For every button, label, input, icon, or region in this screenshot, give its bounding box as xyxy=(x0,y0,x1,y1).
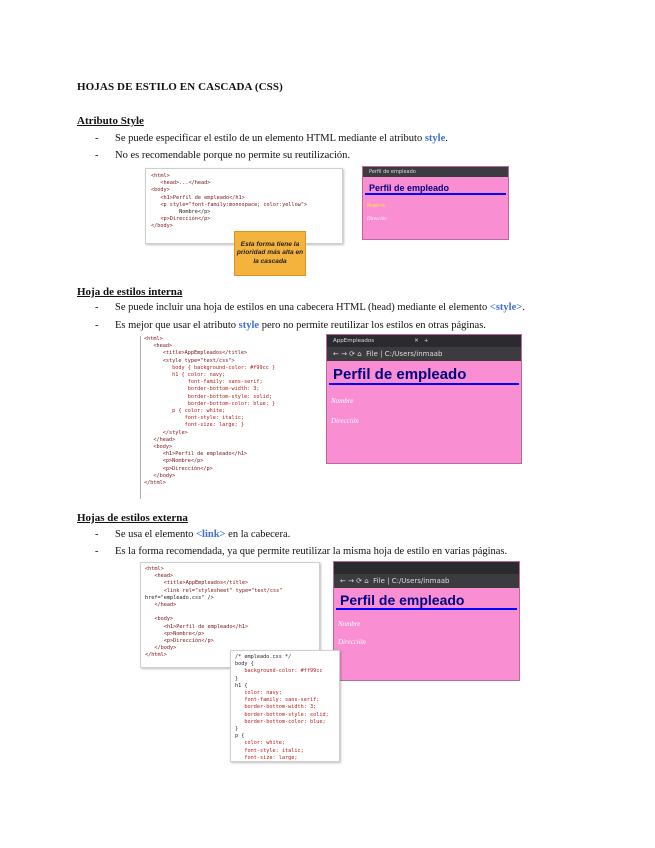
code-line: border-bottom-width: 3; xyxy=(235,704,317,711)
browser-preview xyxy=(326,334,522,464)
code-line: <p>Dirección</p> xyxy=(144,465,213,472)
preview-heading: Perfil de empleado xyxy=(336,592,517,610)
code-line: font-family: sans-serif; xyxy=(144,379,263,386)
code-line: font-style: italic; xyxy=(144,415,244,422)
code-line: h1 { color: navy; xyxy=(144,372,226,379)
code-line: border-bottom-color: blue; xyxy=(235,718,326,725)
browser-tab: AppEmpleados xyxy=(333,338,375,344)
code-line: </body> xyxy=(151,223,173,230)
preview-heading: Perfil de empleado xyxy=(365,183,506,195)
preview-item: Dirección xyxy=(338,638,366,646)
code-line: <head> xyxy=(145,573,174,580)
bullet-item: - Es la forma recomendada, ya que permite reutilizar la misma hoja de estilo en varias páginas. xyxy=(95,546,508,557)
code-line: Nombre</p> xyxy=(151,209,211,216)
code-line: font-family: sans-serif; xyxy=(235,697,320,704)
bullet-item: - Se usa el elemento <link> en la cabecera. xyxy=(95,529,291,540)
code-line: <p style="font-family:monospace; color:yellow"> xyxy=(151,201,308,208)
code-line xyxy=(145,609,315,616)
browser-toolbar xyxy=(334,574,519,588)
code-line: </html> xyxy=(145,652,167,659)
page-title: HOJAS DE ESTILO EN CASCADA (CSS) xyxy=(77,81,283,93)
code-line: h1 { xyxy=(235,682,248,689)
preview-item: Dirección xyxy=(367,217,387,222)
code-line: border-bottom-color: blue; } xyxy=(144,400,276,407)
address-bar: File | C:/Users/inmaab xyxy=(366,350,443,358)
code-line: <head>...</head> xyxy=(151,180,211,187)
nav-icons: ← → ⟳ ⌂ xyxy=(340,577,374,585)
address-bar: File | C:/Users/inmaab xyxy=(373,577,450,585)
code-line: <title>AppEmpleados</title> xyxy=(145,580,249,587)
code-line: } xyxy=(235,675,239,682)
code-line: } xyxy=(235,726,239,733)
new-tab-icon: ✕ + xyxy=(414,338,429,344)
code-line: </body> xyxy=(144,472,176,479)
code-line: </style> xyxy=(144,429,188,436)
code-line: href="empleado.css" /> xyxy=(145,594,214,601)
preview-heading: Perfil de empleado xyxy=(329,366,519,385)
code-line: <h1>Perfil de empleado</h1> xyxy=(144,451,248,458)
preview-item: Nombre xyxy=(331,397,354,405)
nav-icons: ← → ⟳ ⌂ xyxy=(333,350,367,358)
code-line: </html> xyxy=(144,480,166,487)
code-line: body { background-color: #f99cc } xyxy=(144,364,276,371)
preview-item: Nombre xyxy=(367,203,386,209)
browser-toolbar xyxy=(327,347,521,361)
browser-tabbar xyxy=(327,335,521,347)
code-line: <p>Nombre</p> xyxy=(144,458,204,465)
code-line: </head> xyxy=(145,602,177,609)
code-line: </body> xyxy=(145,645,177,652)
code-line: p { color: white; xyxy=(144,408,226,415)
code-line: <p>Nombre</p> xyxy=(145,630,205,637)
code-line: font-size: large; } xyxy=(144,422,244,429)
code-line: background-color: #ff99cc xyxy=(235,668,323,675)
code-line: <body> xyxy=(151,187,170,194)
bullet-item: - No es recomendable porque no permite su reutilización. xyxy=(95,150,350,161)
browser-preview xyxy=(362,166,509,240)
browser-tabbar xyxy=(334,562,519,574)
code-line: body { xyxy=(235,661,254,668)
code-line: border-bottom-width: 3; xyxy=(144,386,260,393)
priority-note: Esta forma tiene la prioridad más alta en la cascada xyxy=(234,231,306,276)
code-line: <html> xyxy=(145,566,164,572)
code-line: <p>Dirección</p> xyxy=(145,638,214,645)
preview-item: Nombre xyxy=(338,620,361,628)
code-line: <title>AppEmpleados</title> xyxy=(144,350,248,357)
code-line: <style type="text/css"> xyxy=(144,357,235,364)
code-line: font-style: italic; xyxy=(235,747,304,754)
code-line: <h1>Perfil de empleado</h1> xyxy=(145,623,249,630)
browser-preview xyxy=(333,561,520,681)
code-line: p { xyxy=(235,733,245,740)
keyword-style: style xyxy=(424,133,446,144)
code-line: <body> xyxy=(145,616,174,623)
code-line: </head> xyxy=(144,436,176,443)
section-heading-internal-stylesheet: Hoja de estilos interna xyxy=(77,286,183,298)
bullet-item: - Se puede especificar el estilo de un elemento HTML mediante el atributo style. xyxy=(95,133,448,144)
code-snippet-internal-style xyxy=(140,336,318,499)
code-line: font-size: large; xyxy=(235,754,298,761)
code-line: <html> xyxy=(144,336,163,342)
code-line: <head> xyxy=(144,343,173,350)
code-line: <link rel="stylesheet" type="text/css" xyxy=(145,587,283,594)
bullet-item: - Es mejor que usar el atributo style pero no permite reutilizar los estilos en otras páginas. xyxy=(95,320,486,331)
code-line: color: navy; xyxy=(235,690,282,697)
code-line: <html> xyxy=(151,173,170,179)
keyword-style: style xyxy=(238,320,260,331)
section-heading-style-attribute: Atributo Style xyxy=(77,115,144,127)
code-line: color: white; xyxy=(235,740,285,747)
code-line: border-bottom-style: solid; xyxy=(235,711,329,718)
code-line: <p>Dirección</p> xyxy=(151,216,211,223)
bullet-item: - Se puede incluir una hoja de estilos en una cabecera HTML (head) mediante el elemento <style>. xyxy=(95,302,525,313)
section-heading-external-stylesheet: Hojas de estilos externa xyxy=(77,512,188,524)
preview-item: Dirección xyxy=(331,417,359,425)
keyword-link-element: <link> xyxy=(196,529,226,540)
browser-toolbar: Perfil de empleado xyxy=(363,167,508,177)
keyword-style-element: <style> xyxy=(489,302,523,313)
code-line: border-bottom-style: solid; xyxy=(144,393,273,400)
code-snippet-css-file xyxy=(230,650,340,762)
code-line: <h1>Perfil de empleado</h1> xyxy=(151,194,245,201)
code-line: <body> xyxy=(144,444,173,451)
code-line: /* empleado.css */ xyxy=(235,654,292,660)
